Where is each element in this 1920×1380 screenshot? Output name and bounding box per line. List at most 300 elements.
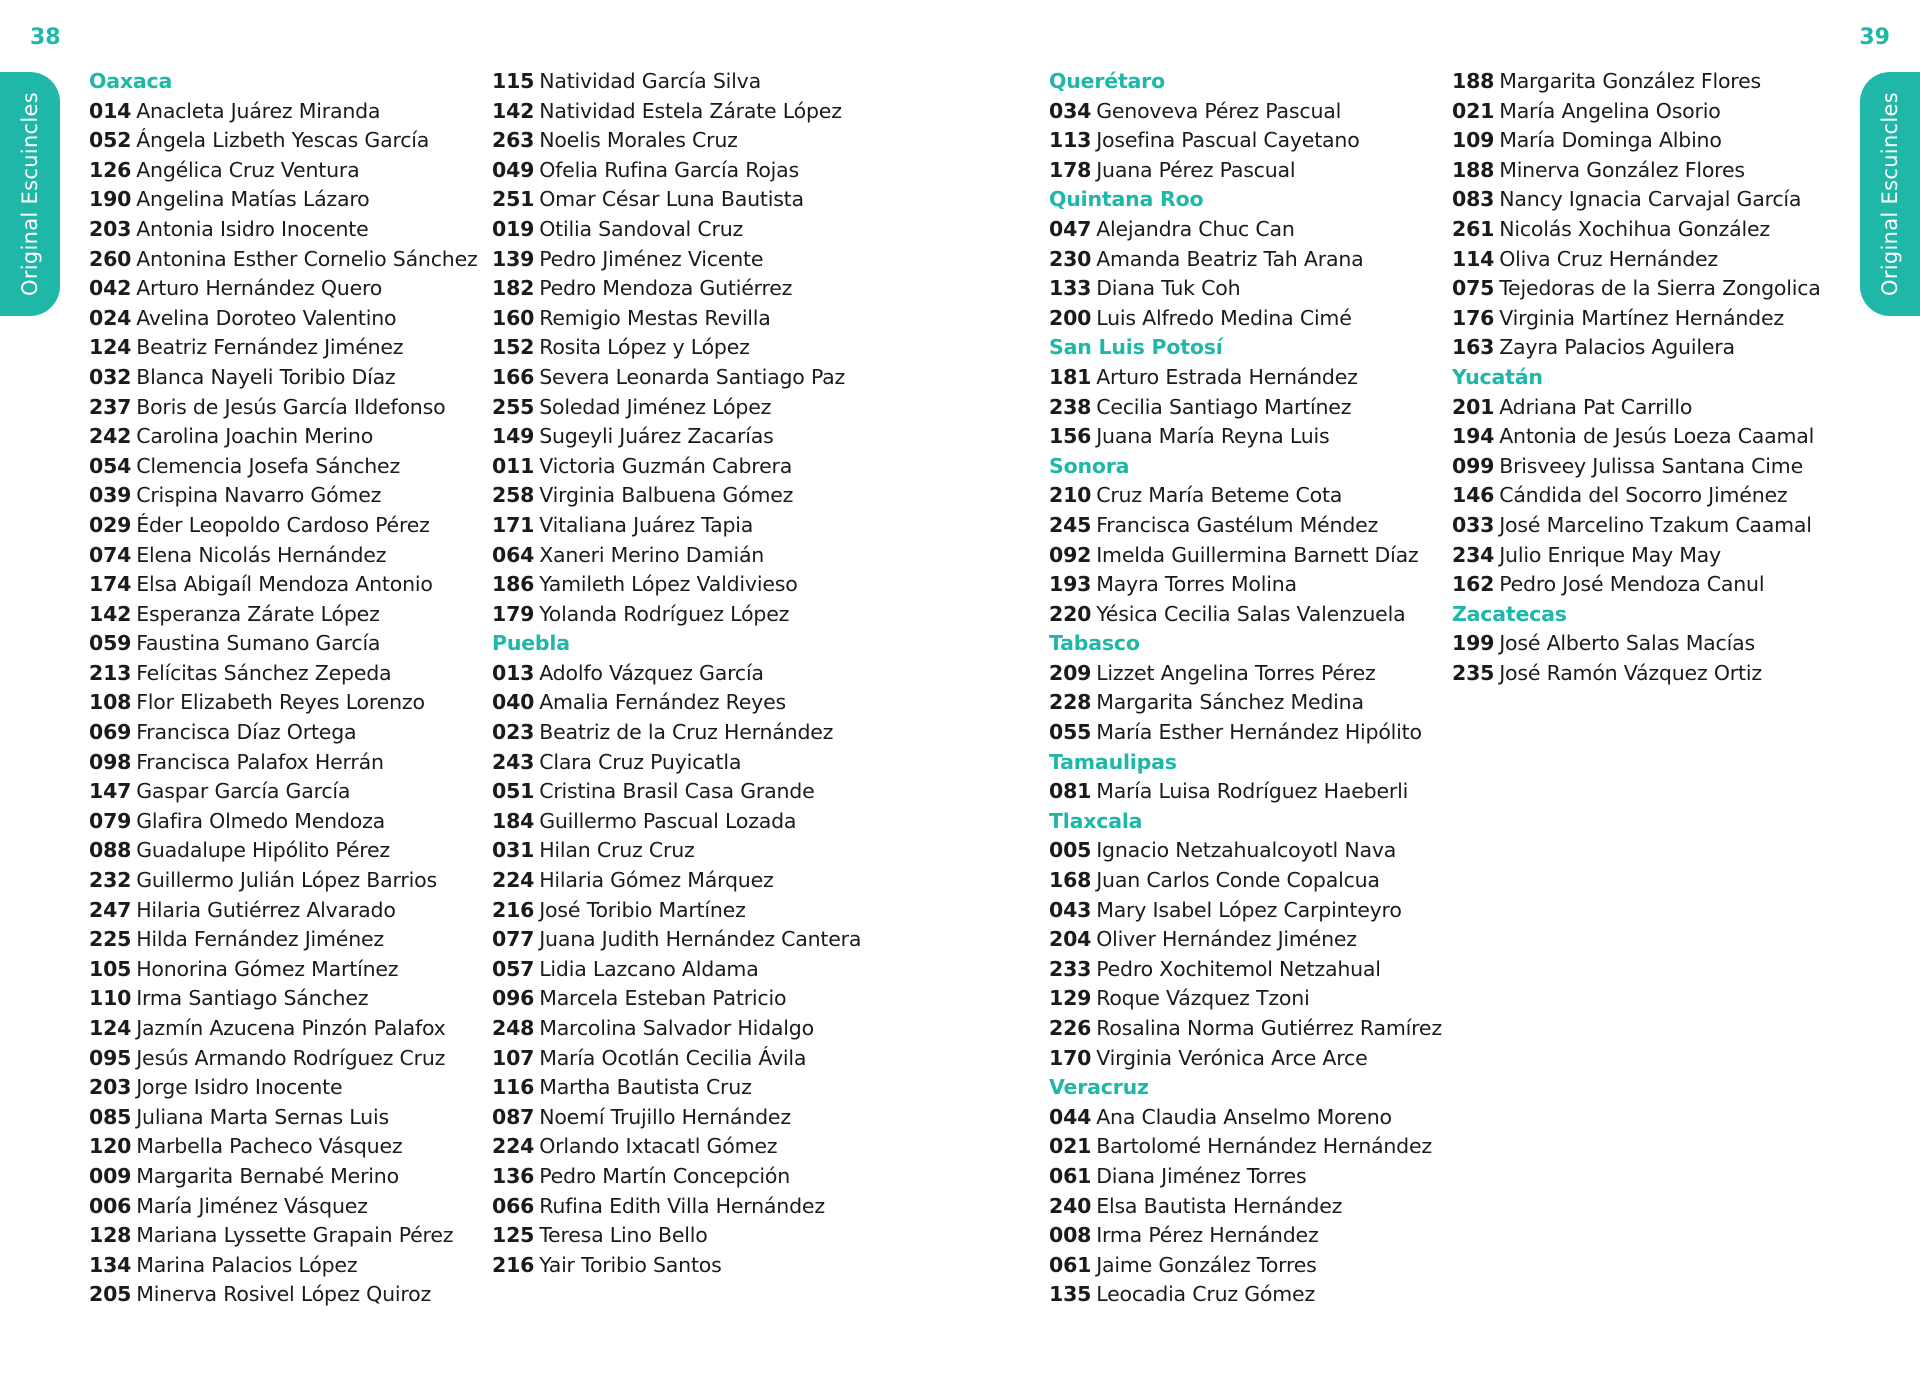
column-2 — [492, 67, 887, 1280]
entry-number: 115 — [492, 69, 535, 93]
artisan-entry — [1049, 1044, 1444, 1074]
entry-number: 261 — [1452, 216, 1495, 241]
entry-number: 005 — [1049, 838, 1092, 863]
entry-name: Crispina Navarro Gómez — [136, 483, 382, 508]
artisan-entry — [89, 718, 484, 748]
page-number-left: 38 — [30, 25, 61, 50]
entry-number: 260 — [89, 246, 132, 271]
artisan-entry — [89, 215, 484, 245]
entry-number: 044 — [1049, 1104, 1092, 1129]
entry-number: 182 — [492, 276, 535, 301]
artisan-entry — [89, 274, 484, 304]
entry-number: 224 — [492, 1134, 535, 1159]
entry-number: 133 — [1049, 276, 1092, 301]
artisan-entry — [1452, 422, 1847, 452]
entry-name: Hilaria Gutiérrez Alvarado — [136, 897, 396, 922]
entry-name: Hilaria Gómez Márquez — [539, 868, 774, 893]
entry-number: 134 — [89, 1252, 132, 1277]
entry-name: Juana Pérez Pascual — [1096, 157, 1296, 182]
entry-name: Avelina Doroteo Valentino — [136, 305, 397, 330]
entry-number: 079 — [89, 808, 132, 833]
artisan-entry — [492, 659, 887, 689]
artisan-entry — [1049, 363, 1444, 393]
artisan-entry — [1049, 688, 1444, 718]
entry-number: 031 — [492, 838, 535, 863]
entry-name: Sugeyli Juárez Zacarías — [539, 424, 774, 449]
artisan-entry — [492, 422, 887, 452]
artisan-entry — [492, 896, 887, 926]
entry-name: Marbella Pacheco Vásquez — [136, 1134, 403, 1159]
entry-number: 107 — [492, 1045, 535, 1070]
artisan-entry — [1452, 126, 1847, 156]
entry-number: 147 — [89, 779, 132, 804]
entry-number: 061 — [1049, 1252, 1092, 1277]
entry-name: Honorina Gómez Martínez — [136, 956, 399, 981]
artisan-entry — [492, 866, 887, 896]
entry-number: 129 — [1049, 986, 1092, 1011]
entry-name: Éder Leopoldo Cardoso Pérez — [136, 512, 430, 537]
entry-name: Ana Claudia Anselmo Moreno — [1096, 1104, 1392, 1129]
entry-number: 108 — [89, 690, 132, 715]
entry-name: Luis Alfredo Medina Cimé — [1096, 305, 1352, 330]
artisan-entry — [492, 126, 887, 156]
artisan-entry — [1049, 274, 1444, 304]
entry-number: 190 — [89, 187, 132, 212]
state-heading: Puebla — [492, 631, 570, 656]
artisan-entry — [492, 215, 887, 245]
entry-name: Clara Cruz Puyicatla — [539, 749, 742, 774]
entry-number: 216 — [492, 1252, 535, 1277]
state-heading: Quintana Roo — [1049, 187, 1204, 212]
artisan-entry — [1452, 629, 1847, 659]
artisan-entry — [492, 955, 887, 985]
entry-name: Francisca Palafox Herrán — [136, 749, 384, 774]
entry-number: 116 — [492, 1075, 535, 1100]
entry-number: 085 — [89, 1104, 132, 1129]
entry-name: Antonina Esther Cornelio Sánchez — [136, 246, 478, 271]
entry-number: 184 — [492, 808, 535, 833]
artisan-entry — [89, 304, 484, 334]
entry-number: 166 — [492, 364, 535, 389]
artisan-entry — [492, 1132, 887, 1162]
entry-number: 008 — [1049, 1223, 1092, 1248]
entry-number: 203 — [89, 1075, 132, 1100]
entry-name: Cándida del Socorro Jiménez — [1499, 483, 1788, 508]
artisan-entry — [1049, 541, 1444, 571]
entry-number: 193 — [1049, 572, 1092, 597]
entry-name: María Ocotlán Cecilia Ávila — [539, 1045, 807, 1070]
artisan-entry — [89, 393, 484, 423]
artisan-entry — [89, 1103, 484, 1133]
artisan-entry — [1452, 67, 1847, 97]
entry-number: 069 — [89, 720, 132, 745]
entry-number: 168 — [1049, 868, 1092, 893]
artisan-entry — [89, 481, 484, 511]
entry-name: Xaneri Merino Damián — [539, 542, 765, 567]
entry-name: José Toribio Martínez — [539, 897, 746, 922]
artisan-entry — [492, 836, 887, 866]
entry-name: José Alberto Salas Macías — [1499, 631, 1755, 656]
artisan-entry — [492, 481, 887, 511]
entry-name: Lizzet Angelina Torres Pérez — [1096, 660, 1376, 685]
artisan-entry — [1049, 925, 1444, 955]
entry-number: 033 — [1452, 512, 1495, 537]
entry-name: Irma Pérez Hernández — [1096, 1223, 1319, 1248]
entry-number: 019 — [492, 216, 535, 241]
entry-number: 034 — [1049, 98, 1092, 123]
artisan-entry — [492, 1192, 887, 1222]
entry-number: 258 — [492, 483, 535, 508]
entry-name: Pedro José Mendoza Canul — [1499, 572, 1765, 597]
artisan-entry — [1049, 126, 1444, 156]
entry-number: 179 — [492, 601, 535, 626]
artisan-entry — [1049, 511, 1444, 541]
entry-name: Josefina Pascual Cayetano — [1096, 128, 1360, 153]
entry-name: Francisca Gastélum Méndez — [1096, 512, 1379, 537]
entry-number: 054 — [89, 453, 132, 478]
artisan-entry — [89, 156, 484, 186]
artisan-entry — [1049, 393, 1444, 423]
entry-name: Vitaliana Juárez Tapia — [539, 512, 754, 537]
entry-number: 083 — [1452, 187, 1495, 212]
artisan-entry — [492, 1014, 887, 1044]
artisan-entry — [89, 1280, 484, 1310]
state-heading: Veracruz — [1049, 1075, 1149, 1100]
entry-number: 255 — [492, 394, 535, 419]
entry-name: Ángela Lizbeth Yescas García — [136, 128, 430, 153]
entry-name: María Luisa Rodríguez Haeberli — [1096, 779, 1409, 804]
artisan-entry — [1452, 541, 1847, 571]
entry-name: Cruz María Beteme Cota — [1096, 483, 1343, 508]
entry-number: 059 — [89, 631, 132, 656]
entry-number: 188 — [1452, 157, 1495, 182]
entry-name: Mariana Lyssette Grapain Pérez — [136, 1223, 454, 1248]
entry-number: 170 — [1049, 1045, 1092, 1070]
entry-number: 126 — [89, 157, 132, 182]
artisan-entry — [492, 97, 887, 127]
entry-name: Remigio Mestas Revilla — [539, 305, 771, 330]
artisan-entry — [1452, 245, 1847, 275]
entry-name: Minerva González Flores — [1499, 157, 1745, 182]
entry-name: Cristina Brasil Casa Grande — [539, 779, 815, 804]
entry-name: Gaspar García García — [136, 779, 351, 804]
entry-number: 006 — [89, 1193, 132, 1218]
column-1 — [89, 67, 484, 1310]
entry-name: Natividad García Silva — [539, 69, 761, 93]
entry-name: Virginia Verónica Arce Arce — [1096, 1045, 1368, 1070]
artisan-entry — [492, 1073, 887, 1103]
entry-name: Tejedoras de la Sierra Zongolica — [1499, 276, 1821, 301]
artisan-entry — [1049, 984, 1444, 1014]
entry-number: 142 — [492, 98, 535, 123]
entry-name: Bartolomé Hernández Hernández — [1096, 1134, 1432, 1159]
artisan-entry — [89, 1132, 484, 1162]
artisan-entry — [492, 1162, 887, 1192]
entry-name: Guillermo Pascual Lozada — [539, 808, 797, 833]
entry-number: 216 — [492, 897, 535, 922]
entry-name: Esperanza Zárate López — [136, 601, 380, 626]
artisan-entry — [1452, 481, 1847, 511]
entry-name: Juana María Reyna Luis — [1096, 424, 1330, 449]
artisan-entry — [89, 245, 484, 275]
entry-name: Virginia Martínez Hernández — [1499, 305, 1784, 330]
artisan-entry — [492, 511, 887, 541]
entry-number: 011 — [492, 453, 535, 478]
entry-number: 213 — [89, 660, 132, 685]
artisan-entry — [89, 1221, 484, 1251]
entry-name: Beatriz Fernández Jiménez — [136, 335, 404, 360]
entry-name: Omar César Luna Bautista — [539, 187, 804, 212]
entry-name: Flor Elizabeth Reyes Lorenzo — [136, 690, 425, 715]
entry-number: 043 — [1049, 897, 1092, 922]
artisan-entry — [492, 304, 887, 334]
entry-name: Teresa Lino Bello — [539, 1223, 708, 1248]
entry-name: Antonia Isidro Inocente — [136, 216, 369, 241]
entry-name: Victoria Guzmán Cabrera — [539, 453, 793, 478]
entry-name: María Dominga Albino — [1499, 128, 1722, 153]
entry-number: 047 — [1049, 216, 1092, 241]
entry-name: Oliva Cruz Hernández — [1499, 246, 1718, 271]
entry-name: Brisveey Julissa Santana Cime — [1499, 453, 1803, 478]
entry-name: Oliver Hernández Jiménez — [1096, 927, 1357, 952]
artisan-entry — [492, 748, 887, 778]
entry-number: 021 — [1452, 98, 1495, 123]
entry-name: Nancy Ignacia Carvajal García — [1499, 187, 1802, 212]
entry-number: 142 — [89, 601, 132, 626]
artisan-entry — [492, 777, 887, 807]
state-heading: San Luis Potosí — [1049, 335, 1223, 360]
entry-number: 087 — [492, 1104, 535, 1129]
entry-number: 114 — [1452, 246, 1495, 271]
artisan-entry — [1049, 245, 1444, 275]
entry-number: 075 — [1452, 276, 1495, 301]
entry-number: 234 — [1452, 542, 1495, 567]
artisan-entry — [1049, 215, 1444, 245]
entry-number: 235 — [1452, 660, 1495, 685]
artisan-entry — [492, 245, 887, 275]
entry-name: Mayra Torres Molina — [1096, 572, 1297, 597]
entry-number: 136 — [492, 1163, 535, 1188]
artisan-entry — [492, 570, 887, 600]
entry-name: Marina Palacios López — [136, 1252, 358, 1277]
artisan-entry — [1049, 1132, 1444, 1162]
entry-number: 055 — [1049, 720, 1092, 745]
entry-number: 174 — [89, 572, 132, 597]
entry-number: 178 — [1049, 157, 1092, 182]
artisan-entry — [492, 600, 887, 630]
entry-name: Orlando Ixtacatl Gómez — [539, 1134, 778, 1159]
state-heading: Tamaulipas — [1049, 749, 1177, 774]
entry-number: 188 — [1452, 69, 1495, 93]
entry-name: Martha Bautista Cruz — [539, 1075, 752, 1100]
entry-number: 024 — [89, 305, 132, 330]
entry-number: 124 — [89, 335, 132, 360]
artisan-entry — [492, 333, 887, 363]
artisan-entry — [1452, 185, 1847, 215]
entry-number: 092 — [1049, 542, 1092, 567]
entry-number: 113 — [1049, 128, 1092, 153]
entry-name: Lidia Lazcano Aldama — [539, 956, 759, 981]
entry-name: María Jiménez Vásquez — [136, 1193, 368, 1218]
artisan-entry — [1049, 836, 1444, 866]
entry-name: José Ramón Vázquez Ortiz — [1499, 660, 1762, 685]
artisan-entry — [89, 984, 484, 1014]
entry-number: 109 — [1452, 128, 1495, 153]
entry-number: 120 — [89, 1134, 132, 1159]
entry-number: 200 — [1049, 305, 1092, 330]
entry-number: 243 — [492, 749, 535, 774]
entry-name: Imelda Guillermina Barnett Díaz — [1096, 542, 1419, 567]
artisan-entry — [492, 185, 887, 215]
entry-name: Angélica Cruz Ventura — [136, 157, 360, 182]
artisan-entry — [492, 925, 887, 955]
entry-number: 194 — [1452, 424, 1495, 449]
entry-name: Adriana Pat Carrillo — [1499, 394, 1693, 419]
entry-number: 057 — [492, 956, 535, 981]
entry-number: 125 — [492, 1223, 535, 1248]
artisan-entry — [1049, 570, 1444, 600]
entry-number: 095 — [89, 1045, 132, 1070]
entry-number: 128 — [89, 1223, 132, 1248]
entry-name: Amanda Beatriz Tah Arana — [1096, 246, 1364, 271]
entry-name: Nicolás Xochihua González — [1499, 216, 1770, 241]
entry-name: Yair Toribio Santos — [539, 1252, 722, 1277]
artisan-entry — [1452, 393, 1847, 423]
entry-name: Angelina Matías Lázaro — [136, 187, 370, 212]
entry-number: 240 — [1049, 1193, 1092, 1218]
entry-number: 220 — [1049, 601, 1092, 626]
entry-name: Arturo Estrada Hernández — [1096, 364, 1358, 389]
entry-number: 088 — [89, 838, 132, 863]
entry-name: Elena Nicolás Hernández — [136, 542, 387, 567]
entry-name: Pedro Jiménez Vicente — [539, 246, 764, 271]
artisan-entry — [1452, 97, 1847, 127]
artisan-entry — [492, 363, 887, 393]
entry-number: 077 — [492, 927, 535, 952]
entry-number: 199 — [1452, 631, 1495, 656]
artisan-entry — [89, 866, 484, 896]
state-heading: Tlaxcala — [1049, 808, 1143, 833]
entry-number: 233 — [1049, 956, 1092, 981]
entry-name: Elsa Bautista Hernández — [1096, 1193, 1343, 1218]
artisan-entry — [89, 126, 484, 156]
entry-number: 021 — [1049, 1134, 1092, 1159]
artisan-entry — [1049, 600, 1444, 630]
entry-number: 052 — [89, 128, 132, 153]
artisan-entry — [492, 1044, 887, 1074]
artisan-entry — [89, 97, 484, 127]
entry-name: Ofelia Rufina García Rojas — [539, 157, 800, 182]
state-heading: Yucatán — [1452, 364, 1543, 389]
artisan-entry — [1452, 659, 1847, 689]
artisan-entry — [89, 836, 484, 866]
artisan-entry — [1452, 274, 1847, 304]
artisan-entry — [1049, 1103, 1444, 1133]
artisan-entry — [89, 1192, 484, 1222]
entry-name: Marcela Esteban Patricio — [539, 986, 787, 1011]
artisan-entry — [1049, 955, 1444, 985]
entry-name: Rosita López y López — [539, 335, 750, 360]
entry-number: 204 — [1049, 927, 1092, 952]
entry-name: Juana Judith Hernández Cantera — [539, 927, 862, 952]
entry-name: Diana Tuk Coh — [1096, 276, 1241, 301]
entry-name: Ignacio Netzahualcoyotl Nava — [1096, 838, 1397, 863]
artisan-entry — [1452, 304, 1847, 334]
artisan-entry — [492, 156, 887, 186]
entry-number: 124 — [89, 1016, 132, 1040]
entry-number: 181 — [1049, 364, 1092, 389]
entry-number: 238 — [1049, 394, 1092, 419]
entry-name: Genoveva Pérez Pascual — [1096, 98, 1342, 123]
artisan-entry — [492, 1103, 887, 1133]
entry-number: 171 — [492, 512, 535, 537]
entry-name: Juliana Marta Sernas Luis — [136, 1104, 389, 1129]
entry-name: Severa Leonarda Santiago Paz — [539, 364, 846, 389]
entry-number: 230 — [1049, 246, 1092, 271]
entry-number: 039 — [89, 483, 132, 508]
artisan-entry — [89, 777, 484, 807]
entry-name: Rosalina Norma Gutiérrez Ramírez — [1096, 1016, 1442, 1040]
artisan-entry — [1452, 333, 1847, 363]
entry-number: 061 — [1049, 1163, 1092, 1188]
entry-name: Antonia de Jesús Loeza Caamal — [1499, 424, 1815, 449]
entry-name: Francisca Díaz Ortega — [136, 720, 357, 745]
entry-name: Hilda Fernández Jiménez — [136, 927, 384, 952]
entry-name: Beatriz de la Cruz Hernández — [539, 720, 834, 745]
artisan-entry — [492, 274, 887, 304]
entry-number: 228 — [1049, 690, 1092, 715]
entry-name: Carolina Joachin Merino — [136, 424, 374, 449]
entry-name: Noelis Morales Cruz — [539, 128, 738, 153]
entry-name: Boris de Jesús García Ildefonso — [136, 394, 446, 419]
artisan-entry — [89, 1073, 484, 1103]
entry-number: 210 — [1049, 483, 1092, 508]
entry-name: Cecilia Santiago Martínez — [1096, 394, 1352, 419]
entry-name: Faustina Sumano García — [136, 631, 381, 656]
entry-name: Jorge Isidro Inocente — [136, 1075, 343, 1100]
entry-name: Roque Vázquez Tzoni — [1096, 986, 1310, 1011]
artisan-entry — [492, 452, 887, 482]
artisan-entry — [89, 807, 484, 837]
entry-number: 247 — [89, 897, 132, 922]
entry-name: Pedro Martín Concepción — [539, 1163, 791, 1188]
side-tab-left — [0, 72, 60, 316]
artisan-entry — [89, 333, 484, 363]
entry-name: Irma Santiago Sánchez — [136, 986, 369, 1011]
artisan-entry — [492, 67, 887, 97]
entry-name: Felícitas Sánchez Zepeda — [136, 660, 392, 685]
entry-name: Pedro Xochitemol Netzahual — [1096, 956, 1381, 981]
entry-name: Guillermo Julián López Barrios — [136, 868, 437, 893]
entry-number: 152 — [492, 335, 535, 360]
artisan-entry — [89, 511, 484, 541]
entry-name: Margarita Bernabé Merino — [136, 1163, 399, 1188]
entry-number: 225 — [89, 927, 132, 952]
entry-name: Minerva Rosivel López Quiroz — [136, 1282, 432, 1307]
entry-name: Natividad Estela Zárate López — [539, 98, 842, 123]
entry-name: Zayra Palacios Aguilera — [1499, 335, 1735, 360]
entry-name: María Angelina Osorio — [1499, 98, 1721, 123]
artisan-entry — [1049, 422, 1444, 452]
side-tab-right — [1860, 72, 1920, 316]
entry-number: 176 — [1452, 305, 1495, 330]
artisan-entry — [492, 541, 887, 571]
artisan-entry — [89, 422, 484, 452]
entry-number: 105 — [89, 956, 132, 981]
artisan-entry — [492, 807, 887, 837]
artisan-entry — [89, 896, 484, 926]
entry-number: 248 — [492, 1016, 535, 1040]
